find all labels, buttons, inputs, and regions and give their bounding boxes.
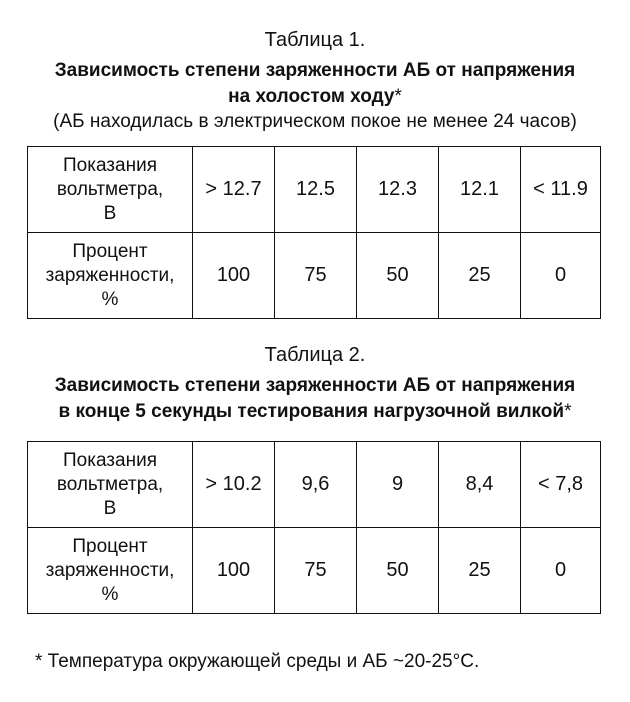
table2-cell: > 10.2 (193, 442, 275, 528)
table2-heading-footnote-mark: * (564, 401, 572, 422)
table2-heading-line2 (0, 399, 630, 424)
table1-cell: 25 (439, 233, 521, 319)
table2-heading-line1: Зависимость степени заряженности АБ от напряжения (54, 375, 576, 396)
table2-cell: 100 (193, 528, 275, 614)
table1-cell: 12.3 (357, 147, 439, 233)
table2-row-voltage-label: Показания вольтметра, В (28, 442, 193, 528)
table1 (27, 146, 601, 319)
table1-note: (АБ находилась в электрическом покое не менее 24 часов) (53, 111, 577, 132)
table1-cell: 100 (193, 233, 275, 319)
table1-heading-line2-text: на холостом ходу (228, 86, 395, 107)
table2 (27, 441, 601, 614)
table2-cell: 25 (439, 528, 521, 614)
table1-heading-line1: Зависимость степени заряженности АБ от напряжения (54, 60, 576, 81)
table2-row-percent-label: Процент заряженности, % (28, 528, 193, 614)
table1-heading-line2 (0, 84, 630, 109)
table1-cell: 12.1 (439, 147, 521, 233)
table1-cell: 12.5 (275, 147, 357, 233)
table2-row-voltage (28, 442, 601, 528)
table2-cell: 50 (357, 528, 439, 614)
table1-row-percent-label: Процент заряженности, % (28, 233, 193, 319)
table1-cell: 50 (357, 233, 439, 319)
table2-cell: < 7,8 (521, 442, 601, 528)
table1-cell: > 12.7 (193, 147, 275, 233)
table1-row-percent (28, 233, 601, 319)
table1-cell: < 11.9 (521, 147, 601, 233)
table2-cell: 8,4 (439, 442, 521, 528)
table1-cell: 75 (275, 233, 357, 319)
table1-row-voltage (28, 147, 601, 233)
table1-heading-footnote-mark: * (394, 86, 402, 107)
table2-cell: 0 (521, 528, 601, 614)
table2-cell: 9 (357, 442, 439, 528)
table1-cell: 0 (521, 233, 601, 319)
table2-row-percent (28, 528, 601, 614)
table1-caption: Таблица 1. (264, 29, 366, 51)
table2-caption: Таблица 2. (264, 344, 366, 366)
footnote: * Температура окружающей среды и АБ ~20-25°С. (35, 651, 480, 672)
table1-row-voltage-label: Показания вольтметра, В (28, 147, 193, 233)
table2-cell: 75 (275, 528, 357, 614)
table2-cell: 9,6 (275, 442, 357, 528)
table2-heading-line2-text: в конце 5 секунды тестирования нагрузочной вилкой (58, 401, 565, 422)
